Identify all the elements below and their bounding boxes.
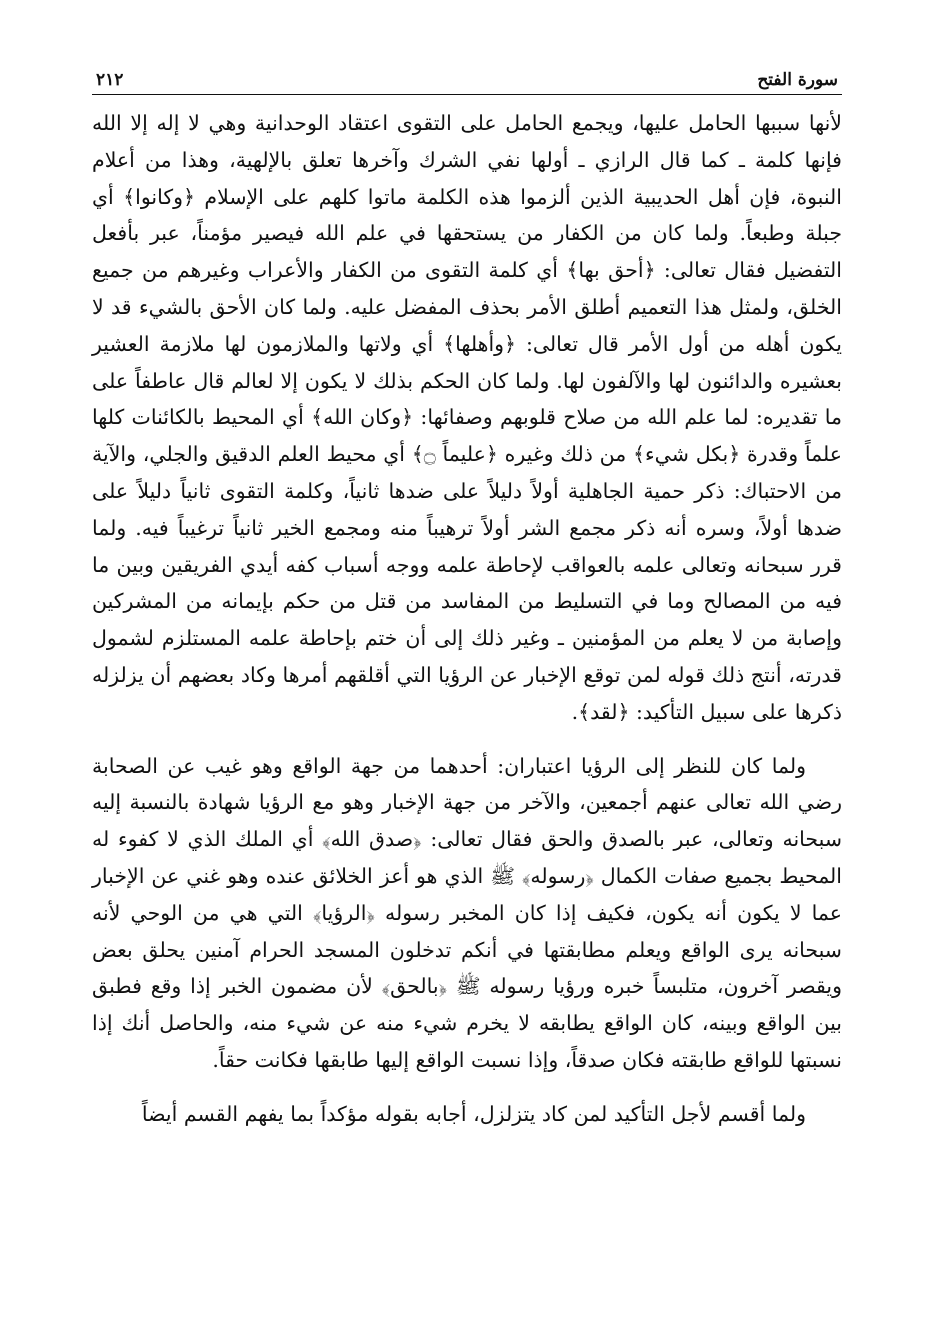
page-header <box>92 60 842 95</box>
page-number: ٢١٢ <box>96 70 124 90</box>
paragraph-2: ولما كان للنظر إلى الرؤيا اعتباران: أحدهما من جهة الواقع وهو غيب عن الصحابة رضي الله تعالى عنهم أجمعين، والآخر من جهة الإخبار وهو مع الرؤيا شهادة بالنسبة إليه سبحانه وتعالى، عبر بالصدق والحق فقال تعالى: ﴿صدق الله﴾ أي الملك الذي لا كفوء له المحيط بجميع صفات الكمال ﴿رسوله﴾ ﷺ الذي هو أعز الخلائق عنده وهو غني عن الإخبار عما لا يكون أنه يكون، فكيف إذا كان المخبر رسوله ﴿الرؤيا﴾ التي هي من الوحي لأنه سبحانه يرى الواقع ويعلم مطابقتها في أنكم تدخلون المسجد الحرام آمنين يحلق بعض ويقصر آخرون، متلبساً خبره ورؤيا رسوله ﷺ ﴿بالحق﴾ لأن مضمون الخبر إذا وقع فطبق بين الواقع وبينه، كان الواقع يطابقه لا يخرم شيء منه عن شيء منه، والحاصل أنك إذا نسبتها للواقع طابقته فكان صدقاً، وإذا نسبت الواقع إليها طابقها فكانت حقاً. <box>92 753 842 1072</box>
paragraph-3: ولما أقسم لأجل التأكيد لمن كاد يتزلزل، أجابه بقوله مؤكداً بما يفهم القسم أيضاً <box>141 1101 806 1126</box>
surah-title: سورة الفتح <box>757 70 838 90</box>
paragraph-1: لأنها سببها الحامل عليها، ويجمع الحامل على التقوى اعتقاد الوحدانية وهي لا إله إلا الله فإنها كلمة ـ كما قال الرازي ـ أولها نفي الشرك وآخرها تعلق بالإلهية، وهذا من أعلام النبوة، فإن أهل الحديبية الذين ألزموا هذه الكلمة ماتوا كلهم على الإسلام ﴿وكانوا﴾ أي جبلة وطبعاً. ولما كان من الكفار من يستحقها في علم الله فيصير مؤمناً، عبر بأفعل التفضيل فقال تعالى: ﴿أحق بها﴾ أي كلمة التقوى من الكفار والأعراب وغيرهم من جميع الخلق، ولمثل هذا التعميم أطلق الأمر بحذف المفضل عليه. ولما كان الأحق بالشيء قد لا يكون أهله من أول الأمر قال تعالى: ﴿وأهلها﴾ أي ولاتها والملازمون لها ملازمة العشير بعشيره والدائنون لها والآلفون لها. ولما كان الحكم بذلك لا يكون إلا لعالم قال عاطفاً على ما تقديره: لما علم الله من صلاح قلوبهم وصفائها: ﴿وكان الله﴾ أي المحيط بالكائنات كلها علماً وقدرة ﴿بكل شيء﴾ من ذلك وغيره ﴿عليماً ۝﴾ أي محيط العلم الدقيق والجلي، والآية من الاحتباك: ذكر حمية الجاهلية أولاً دليلاً على ضدها ثانياً، وكلمة التقوى ثانياً دليلاً على ضدها أولاً، وسره أنه ذكر مجمع الشر أولاً ترهيباً منه ومجمع الخير ثانياً ترغيباً فيه. ولما قرر سبحانه وتعالى علمه بالعواقب لإحاطة علمه ووجه أسباب كفه أيدي الفريقين وبين ما فيه من المصالح وما في التسليط من المفاسد من قتل من حكم بإيمانه من المشركين وإصابة من لا يعلم من المؤمنين ـ وغير ذلك إلى أن ختم بإحاطة علمه المستلزم لشمول قدرته، أنتج ذلك قوله لمن توقع الإخبار عن الرؤيا التي أقلقهم أمرها وكاد بعضهم أن يزلزله ذكرها على سبيل التأكيد: ﴿لقد﴾. <box>92 111 842 724</box>
page-body <box>92 105 842 1133</box>
book-page <box>92 60 842 1320</box>
